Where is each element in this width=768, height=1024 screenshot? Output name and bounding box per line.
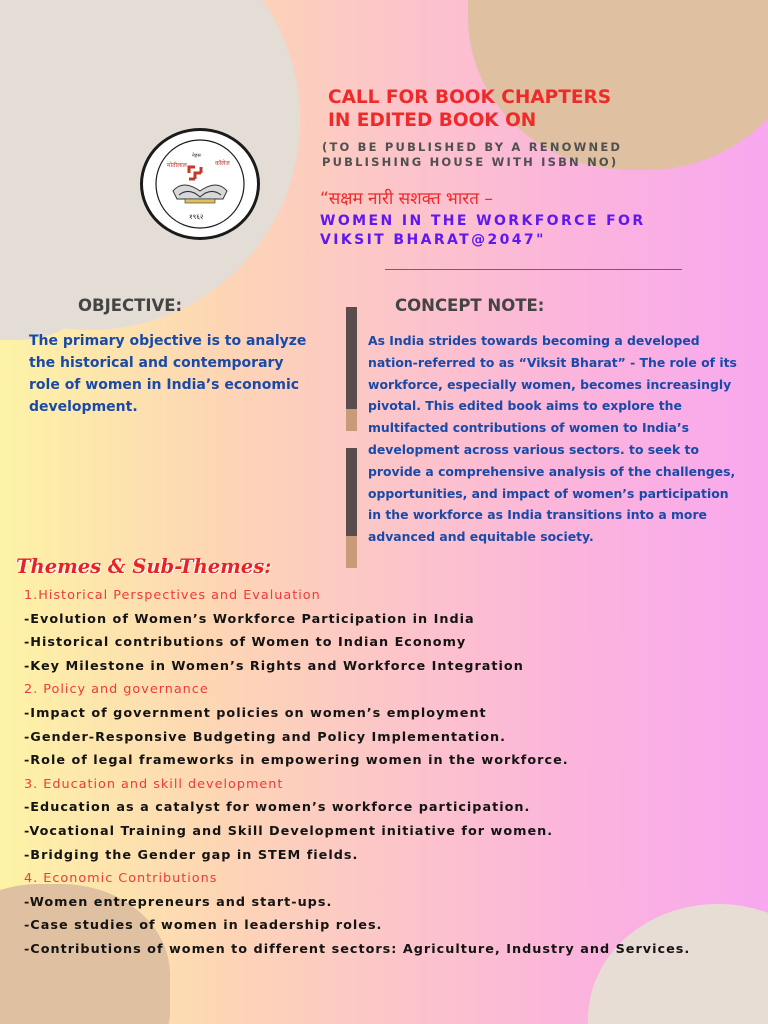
college-emblem-icon <box>140 128 260 240</box>
sub-theme-item: -Impact of government policies on women’s employment <box>24 705 487 721</box>
theme-heading: 3. Education and skill development <box>24 776 284 792</box>
sub-theme-item: -Education as a catalyst for women’s workforce participation. <box>24 800 531 816</box>
theme-heading: 1.Historical Perspectives and Evaluation <box>24 588 321 603</box>
sub-theme-item: -Role of legal frameworks in empowering women in the workforce. <box>24 753 569 769</box>
theme-heading: 2. Policy and governance <box>24 682 209 698</box>
call-for-chapters-title <box>328 86 611 132</box>
book-title-line-2: VIKSIT BHARAT@2047" <box>320 232 546 248</box>
decorative-bar <box>346 448 357 568</box>
title-line-1: CALL FOR BOOK CHAPTERS <box>328 87 612 108</box>
sub-theme-item: -Bridging the Gender gap in STEM fields. <box>24 847 359 863</box>
book-title-line-1: WOMEN IN THE WORKFORCE FOR <box>320 213 646 229</box>
publish-note <box>322 140 622 170</box>
sub-theme-item: -Evolution of Women’s Workforce Participation in India <box>24 611 475 627</box>
publish-line-2: PUBLISHING HOUSE WITH ISBN NO) <box>322 155 619 169</box>
emblem-outer-left-text: मोतीलाल <box>167 162 187 169</box>
themes-list <box>24 584 754 962</box>
sub-theme-item: -Women entrepreneurs and start-ups. <box>24 894 333 910</box>
concept-note-heading: CONCEPT NOTE: <box>395 296 545 315</box>
hindi-book-title: “सक्षम नारी सशक्त भारत – <box>320 189 493 209</box>
title-line-2: IN EDITED BOOK ON <box>328 110 537 131</box>
decorative-bar <box>346 307 357 431</box>
sub-theme-item: -Key Milestone in Women’s Rights and Workforce Integration <box>24 658 524 674</box>
sub-theme-item: -Vocational Training and Skill Development initiative for women. <box>24 823 554 839</box>
sub-theme-item: -Historical contributions of Women to Indian Economy <box>24 635 467 651</box>
objective-heading: OBJECTIVE: <box>78 296 183 315</box>
sub-theme-item: -Contributions of women to different sectors: Agriculture, Industry and Services. <box>24 941 691 957</box>
sub-theme-item: -Case studies of women in leadership roles. <box>24 918 383 934</box>
objective-text: The primary objective is to analyze the historical and contemporary role of women in India’s economic development. <box>29 333 307 415</box>
divider <box>385 269 682 270</box>
emblem-year-text: १९६२ <box>189 213 204 221</box>
concept-note-text: As India strides towards becoming a developed nation-referred to as “Viksit Bharat” - The role of its workforce, especially women, becomes increasingly pivotal. This edited book aims to explore the multifacted contributions of women to India’s development across various sectors. to seek to provide a comprehensive analysis of the challenges, opportunities, and impact of women’s participation in the workforce as India transitions into a more advanced and equitable society. <box>368 333 737 545</box>
themes-heading: Themes & Sub-Themes: <box>16 555 272 578</box>
sub-theme-item: -Gender-Responsive Budgeting and Policy Implementation. <box>24 729 507 745</box>
emblem-outer-right-text: कॉलेज <box>215 160 230 167</box>
publish-line-1: (TO BE PUBLISHED BY A RENOWNED <box>322 140 623 154</box>
emblem-inner-text: नेहरू <box>192 153 202 159</box>
swastika-icon <box>189 167 201 179</box>
book-title <box>320 212 646 250</box>
theme-heading: 4. Economic Contributions <box>24 871 218 887</box>
